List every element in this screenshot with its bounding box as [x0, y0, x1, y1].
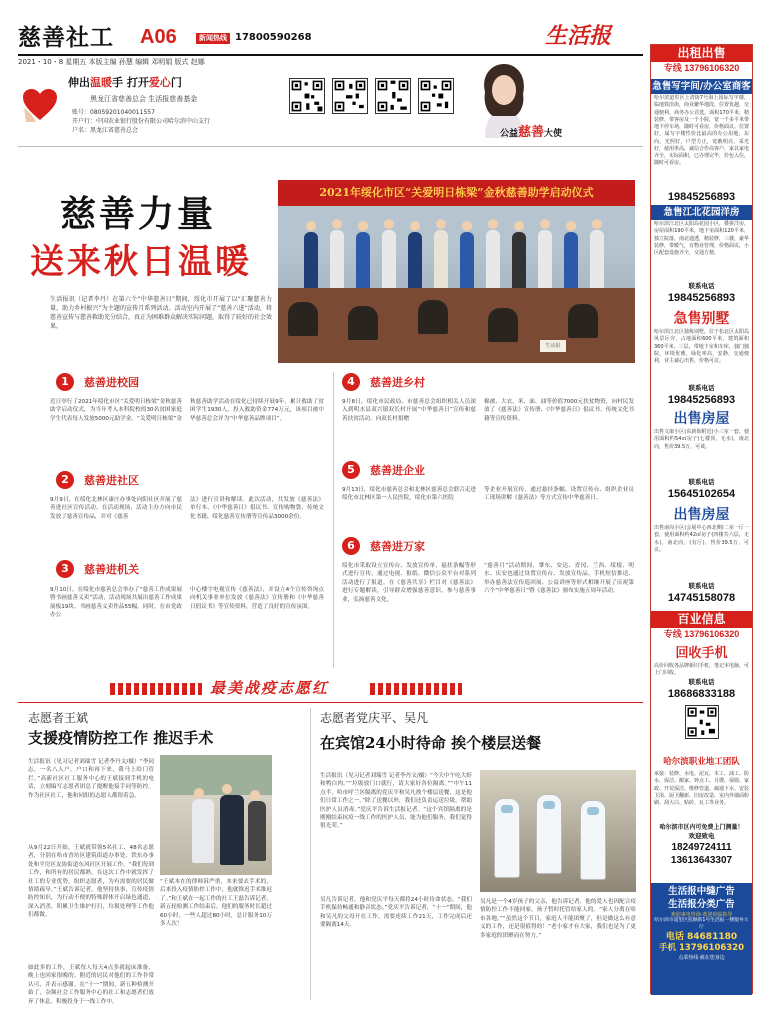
person	[408, 232, 422, 292]
ad-newspaper-line1: 生活报中缝广告	[668, 886, 735, 897]
qr-code-1[interactable]	[289, 78, 325, 114]
section-title: 慈善社工	[18, 24, 114, 51]
ad-villa-title: 急售别墅	[651, 311, 752, 328]
ad-villa	[651, 311, 752, 408]
feature-rule	[18, 702, 643, 703]
ad-recycle	[651, 645, 752, 739]
left-story-headline: 支援疫情防控工作 推迟手术	[28, 729, 214, 747]
main-headline-line2: 送来秋日温暖	[30, 242, 252, 282]
ad-newspaper	[651, 883, 752, 995]
ad-team-label: 欢迎致电	[688, 832, 715, 841]
ad-recycle-title: 回收手机	[651, 645, 752, 662]
ad-villa-label: 联系电话	[688, 384, 715, 392]
section-6-title: 慈善进万家	[370, 540, 425, 553]
section-1-title: 慈善进校园	[84, 376, 139, 389]
person	[330, 230, 344, 290]
right-story-subhead: 志愿者党庆平、吴凡	[320, 711, 429, 725]
rent-sale-phone: 专线 13796106320	[663, 63, 740, 73]
section-3-title: 慈善进机关	[84, 563, 139, 576]
ad-house-2	[651, 507, 752, 606]
ambassador-prefix: 公益	[500, 129, 519, 139]
section-4-text-b: 棉被、大衣、米、面、油等价值7000元扶贫物资，向村民发放了《慈善法》宣传册、《中华慈善日》倡议书、传统文化书籍等宣传资料。	[484, 399, 634, 422]
ad-house-2-label: 联系电话	[688, 582, 715, 590]
info-title: 百业信息	[651, 611, 752, 628]
ad-office	[651, 79, 752, 205]
ad-house-1	[651, 411, 752, 502]
qr-code-2[interactable]	[332, 78, 368, 114]
ad-villa-garden-body: 哈尔滨江北区太阳岛花园小区，叠拼洋房，房屋面积190平米，地下室面积120平米，独立院落，南北通透，精装修，三楼，豪华装修，带暖气，有物业管理，价格面议，小区配套设施齐全，交通方便。	[654, 221, 750, 256]
charity-slogan	[68, 76, 182, 91]
right-story-p1: 生活报讯（见习记者刘瑞雪 记者李丹文/摄）“今天中午吃大虾和鸭白肉。”“垃圾放门口就行，请大家好各位隔离。”“中午11点半，哈市呼兰区隔离的党庆平和吴凡挨个楼层送餐，这是他们日常工作之一。”除了送餐以外，我们还负责运送垃圾，帮助医护人员消毒。”党庆平告诉生活报记者。“这个宾馆隔离的是刚刚结束抗疫一线工作的医护人员，能为他们服务，我们觉得很光荣。”	[320, 773, 472, 830]
section-4-badge: 4	[342, 373, 360, 391]
heart-icon	[22, 88, 58, 122]
person	[564, 232, 578, 292]
left-story-p4	[160, 878, 272, 998]
slogan-part: 手 打开	[112, 76, 149, 89]
ad-recycle-phone: 18686833188	[667, 687, 736, 700]
account-holder: 户名：黑龙江省慈善总会	[72, 127, 139, 134]
person	[512, 232, 526, 292]
sign-card: 生活报	[540, 340, 566, 352]
ad-team-phone-2: 13613643307	[670, 855, 733, 867]
ad-mobile-label: 手机	[658, 943, 676, 954]
ad-team	[651, 755, 752, 868]
charity-org: 黑龙江省慈善总会 生活报慈善基金	[90, 95, 198, 103]
ad-house-1-title: 出售房屋	[651, 411, 752, 428]
account-number: 账号：08059201040011557	[72, 109, 155, 116]
ad-house-2-body: 出售南岗小区(会展中心西北侧)二室一厅一套，使用面积约42㎡房子(四楼共六层，无水)，南北向，(有厅)，售价39.5万，可议。	[654, 525, 749, 553]
section-4-text-a: 9月8日，绥化市民政局、市慈善总会组织相关人员深入到明水县双兴镇双长村开展“中华慈善日”宣传和慈善扶贫活动。向双长村捐赠	[342, 399, 476, 422]
person	[220, 795, 244, 865]
person	[538, 230, 552, 290]
section-6-badge: 6	[342, 537, 360, 555]
left-story-subhead: 志愿者王斌	[28, 711, 89, 725]
ambassador-suffix: 大使	[544, 129, 563, 139]
hotline-label: 新闻热线	[196, 33, 230, 44]
ad-house-2-title: 出售房屋	[651, 507, 752, 524]
person	[248, 801, 266, 861]
volunteer-photo-2	[480, 770, 636, 892]
section-6-text-b: “慈善月”活动期间，肇东、安达、青冈、兰西、绥棱、明水、庆安也通过设置宣传台、发放宣传品、手机短信推送、举办慈善法宣传巡回展、公益讲座等形式相继开展了庆祝第六个“中华慈善日”暨《慈善法》颁布实施五周年活动。	[484, 563, 634, 595]
ad-house-1-label: 联系电话	[688, 478, 715, 486]
left-story-p4b: 新五轮检测工作结束后，他们的服务时长超过60小时，一些人超过80小时，总计服务10万多人次！	[160, 904, 272, 927]
ad-villa-phone: 19845256893	[667, 393, 736, 406]
person	[304, 232, 318, 292]
ad-office-title: 急售写字间/办公室商客	[652, 81, 751, 92]
section-6-text-a: 绥化市采取设立宣传台、发放宣传单、悬挂条幅等形式进行宣传，通过电视、报纸、微信公众平台对系列活动进行了报道。在《慈善共享》栏目对《慈善法》进行专题解读，引导群众增强慈善意识，参与慈善事业，弘扬慈善文化。	[342, 563, 476, 603]
section-2-text-b: 法》进行宣讲和解读。此次活动，共发放《慈善法》单行本、《中华慈善日》倡议书、宣传购物袋、传统文化书籍、绥化慈善宣传册等宣传品3000余份。	[190, 497, 324, 520]
section-2-text-a: 9月9日，在绥化北林区康庄办事处向阳社区开展了慈善进社区宣传活动。在活动现场，活动主办方向市民发放了慈善宣传品，并对《慈善	[50, 497, 182, 520]
ad-house-2-phone: 14745158078	[667, 591, 736, 604]
section-1-badge: 1	[56, 373, 74, 391]
section-3-text-a: 9月10日，在绥化市慈善总会举办了“慈善工作成果展暨书画慈善义卖”活动，活动现场共展出慈善工作成果展板19块、书画慈善义卖作品55幅。同时，在市党政办公	[50, 587, 182, 619]
section-2-title: 慈善进社区	[84, 474, 139, 487]
section-1-text-b: 秋慈善助学活动在绥化已持续开展9年，累计救助了贫困学生1930人，投入救助资金774万元，该项目被中华慈善总会评为“中华慈善品牌项目”。	[190, 399, 324, 422]
person	[460, 232, 474, 292]
info-header	[651, 611, 752, 640]
recycle-qr-code[interactable]	[685, 705, 719, 739]
person	[434, 230, 448, 290]
rent-sale-header	[651, 45, 752, 74]
feature-banner: 最美战疫志愿红	[210, 679, 330, 697]
ad-recycle-body: 高价回收各品牌新旧手机，笔记本电脑，可上门回收。	[654, 663, 750, 677]
ad-mobile: 13796106320	[678, 943, 745, 954]
ad-phone: 84681180	[687, 932, 738, 943]
ad-office-phone: 19845256893	[667, 191, 736, 203]
rent-sale-title: 出租出售	[651, 45, 752, 62]
protective-suit-person	[494, 798, 520, 878]
hotline-phone: 17800590268	[235, 32, 312, 43]
ad-villa-garden-title: 急售江北花园洋房	[651, 205, 752, 220]
ad-team-title: 哈尔滨职业地工团队	[651, 755, 752, 770]
ad-villa-garden-label: 联系电话	[688, 282, 715, 290]
section-5-text-b: 等企业开展宣传，通过悬挂条幅、设置宣传台、组织企业员工现场讲解《慈善法》等方式宣传中华慈善日。	[484, 487, 634, 502]
slogan-part: 门	[170, 76, 182, 89]
ceremony-photo	[278, 180, 635, 363]
qr-code-4[interactable]	[418, 78, 454, 114]
ad-house-1-body: 出售文康小区(东新街附近)小三室一套，使用面积约54㎡房子(七楼顶，无水)，南北向，售价39.5万，可谈。	[654, 429, 749, 450]
section-2-badge: 2	[56, 471, 74, 489]
left-story-p4a: “王斌本在的律师诉严重，本来要去手术的，后来投入疫情防控工作中，他就推迟手术推迟了。”和王斌在一起工作的社工王磊告诉记者。	[160, 879, 272, 902]
ceremony-banner: 2021年绥化市区“关爱明日栋梁”金秋慈善助学启动仪式	[278, 180, 635, 206]
header-rule	[18, 54, 643, 56]
person	[192, 799, 214, 863]
ad-newspaper-line2: 生活报分类广告	[668, 898, 735, 910]
bank-name: 开户行：中国农业银行股份有限公司哈尔滨中山支行	[72, 118, 211, 125]
person	[486, 230, 500, 290]
audience-member	[568, 304, 598, 338]
info-phone: 专线 13796106320	[663, 629, 740, 639]
slogan-part: 爱心	[148, 76, 171, 89]
bank-account-info	[72, 108, 292, 135]
left-story-p1: 生活报讯（见习记者刘瑞雪 记者李丹文/摄）“李同志，一名八人户，户口和再下来，我马上给门管拦。”高新社区社工服务中心的王斌接到手机的电话，立刻编写志愿者团总了提醒他接手同等防控。作为社区社工，他和同组的志愿人都很着急。	[28, 759, 154, 799]
column-divider	[310, 708, 311, 1000]
section-3-text-b: 中心楼宇电视宣传《慈善法》，并设立4个宣传咨询点向机关事业单位发放《慈善法》宣传册和《中华慈善日倡议书》等宣传资料，营造了良好的宣传氛围。	[190, 587, 324, 610]
ad-villa-garden-phone: 19845256893	[667, 291, 736, 304]
decor-stripes-right	[370, 683, 462, 695]
right-story-headline: 在宾馆24小时待命 挨个楼层送餐	[320, 734, 542, 752]
audience-member	[288, 302, 318, 336]
volunteer-photo-1	[160, 755, 272, 875]
ad-team-body: 承接：装修、水电、泥瓦、木工、油工、防水、保洁、搬家、钟点工、月嫂、保姆、家政、开荒保洁、维修管道、疏通下水、安装卫浴、厨卫翻新、旧房改造、室内外墙面粉刷、刮大白、贴砖、瓦工等业务。	[654, 771, 750, 806]
person	[356, 232, 370, 292]
right-story-p3: 吴凡是一个4岁孩子的父亲，他告诉记者，他的爱人也因配合疫情防控工作不能回家，孩子暂时托管给家人的。“家人分离在哈市各地。”“虽然这个节日，家庭人不能团聚了，但是做这么有意义的工作，还是很值得的！”老小家才有大家，我们也是为了更多家庭的团聚而在努力。”	[480, 899, 636, 939]
trees	[160, 755, 272, 795]
section-5-badge: 5	[342, 461, 360, 479]
ad-newspaper-sub: 欢迎来电咨询·欢迎莅临指导	[670, 911, 733, 918]
ad-newspaper-address: 哈尔滨市道里区抚顺街1号生活报一楼服务大厅	[654, 918, 749, 930]
ad-team-phone-1: 18249724111	[671, 841, 732, 853]
protective-suit-person	[536, 794, 562, 874]
main-headline-line1: 慈善力量	[60, 193, 217, 235]
divider	[18, 146, 643, 147]
ad-newspaper-foot: 点菜热线·就在您身边	[678, 954, 725, 961]
person	[590, 230, 604, 290]
ad-team-note: 哈尔滨市区内可免费上门测量！	[659, 824, 744, 831]
ambassador-caption	[500, 124, 562, 142]
left-story-p3: 如此多的工作，王斌每人每天4点多就起床准备，晚上也回家很晚的。附近的居民对他们的工作非常认可，并表示感谢。在“十一”期间，新五种检测开始了，杂频社会工作服务中心的社工和志愿者们放弃了休息，积极投身于一线工作中。	[28, 965, 154, 1005]
audience-member	[348, 306, 378, 340]
ad-villa-garden	[651, 205, 752, 306]
intro-paragraph: 生活报讯（记者李丹）在第六个“中华慈善日”期间，绥化市开展了以“汇聚慈善力量，助力乡村振兴”为主题的宣传月系列活动。活动室内开展了“慈善六进”活动，将慈善宣传与慈善救助充分结合，真正为困难群众解决实际问题，取得了较好的社会效果。	[50, 296, 273, 330]
section-5-text-a: 9月13日，绥化市慈善总会和北林区慈善总会联合走进绥化市北林区第一人民医院，绥化市第六医院	[342, 487, 476, 502]
right-story-p2: 吴凡告诉记者，他和党庆平每天都将24小时待命状态。“我们手机保持畅通和静音状态。”党庆平告诉记者，“十一”期间，他和吴凡的父母开在工作，需要连续工作21天，工作完成后还要隔离14天。	[320, 897, 472, 929]
section-1-text-a: 近日举行了2021年绥化市区“关爱明日栋梁”金秋慈善助学启动仪式，为当年考入本科院校的30名贫困家庭学生代表每人发放5000元助学金。“关爱明日栋梁”金	[50, 399, 182, 422]
person	[382, 230, 396, 290]
decor-stripes-left	[110, 683, 202, 695]
qr-code-3[interactable]	[375, 78, 411, 114]
ambassador-name: 慈善	[518, 125, 545, 140]
column-divider	[333, 372, 334, 668]
ad-villa-body: 哈尔滨江北区独栋别墅，位于松北区太阳岛风景区旁，占地面积600平米，建筑面积360平米，三层，带地下室和车库，独门独院，环境优雅，绿化率高，安静，交通便利，业主诚心出售，价格可议。	[654, 329, 750, 364]
protective-suit-person	[580, 800, 606, 880]
dateline: 2021・10・8 星期五 本版主编 孙慧 编辑 邓明娟 版式 赵娜	[18, 58, 205, 66]
ad-phone-label: 电话	[665, 932, 684, 943]
newspaper-logo: 生活报	[545, 23, 612, 49]
page-number: A06	[140, 26, 177, 48]
slogan-part: 伸出	[68, 76, 90, 89]
ad-recycle-label: 联系电话	[688, 678, 715, 686]
audience-member	[418, 300, 448, 334]
slogan-part: 温暖	[90, 76, 112, 89]
ad-house-1-phone: 15645102654	[667, 487, 736, 500]
section-3-badge: 3	[56, 560, 74, 578]
audience-member	[488, 308, 518, 342]
section-5-title: 慈善进企业	[370, 464, 425, 477]
section-4-title: 慈善进乡村	[370, 376, 425, 389]
ad-office-body: 哈尔滨道里区上清街7号海上国际写字楼，临地铁沿街，商业繁华地段，位置优越，交通便利，商务办公首选。面积170平米，精装修，带客房及一个小院，宽一千多平米带地下停车场，随时可看房，价格面议。位置好，属写字楼性价比最高的办公用地，东向，光照好，户型方正，宽敞明亮，采光好，使用率高，诚信合作高客户，家具家电齐全，实际面积，已办理完毕，拎包入住，随时可看房。	[654, 95, 750, 167]
left-story-p2: 从9月22日开始，王斌就带领5名社工、48名志愿者，分别在哈市香坊区建筑街道办事处、铁东办事处和平房区友协街道东风社区开展工作。“我们每到工作，和所有的居民都熟，在这次工作中就发挥了社工的专业优势，组织志愿者，为有需要的居民做情绪疏导。”王斌告诉记者，他坚持执事，宣传疫情防控知识，为行动不便的特殊群体开启绿色通道，深入消杀，积累卫生维护打扫，垃圾处理等工作他们都做。	[28, 845, 154, 919]
classifieds-column	[650, 44, 753, 994]
